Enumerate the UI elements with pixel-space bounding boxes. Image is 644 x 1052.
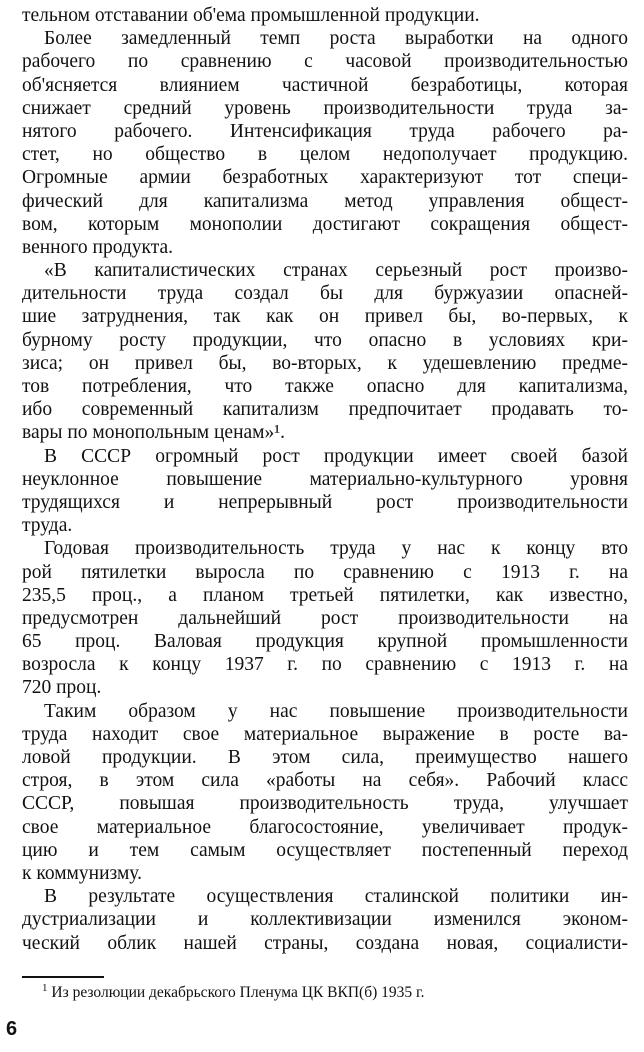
quote-line: тов потребления, что также опасно для капитализма, xyxy=(22,376,628,397)
text-line: фический для капитализма метод управления общест- xyxy=(22,190,628,212)
text-line: СССР, повышая производительность труда, улучшает xyxy=(22,793,628,815)
text-line: 720 проц. xyxy=(22,677,102,699)
text-line: об'ясняется влиянием частичной безработицы, которая xyxy=(22,74,628,96)
footnote-divider xyxy=(22,976,104,978)
text-line: Годовая производительность труда у нас к концу вто xyxy=(44,538,628,560)
page-number: 6 xyxy=(6,1018,18,1040)
footnote xyxy=(42,983,424,1003)
text-line: свое материальное благосостояние, увеличивает продук- xyxy=(22,816,628,838)
quote-line: ибо современный капитализм предпочитает продавать то- xyxy=(22,399,628,421)
text-line: возросла к концу 1937 г. по сравнению с 1913 г. на xyxy=(22,654,628,676)
text-line: ческий облик нашей страны, создана новая, социалисти- xyxy=(22,932,628,954)
text-line: нятого рабочего. Интенсификация труда рабочего ра- xyxy=(22,120,628,142)
quote-line: шие затруднения, так как он привел бы, во-первых, к xyxy=(22,306,628,328)
text-line: трудящихся и непрерывный рост производительности xyxy=(22,491,628,513)
text-line: Более замедленный темп роста выработки на одного xyxy=(44,28,628,50)
body-text xyxy=(22,4,628,955)
footnote-text: Из резолюции декабрьского Пленума ЦК ВКП(б) 1935 г. xyxy=(51,984,425,1001)
quote-line: «В капиталистических странах серьезный рост произво- xyxy=(44,260,628,282)
text-line: 65 проц. Валовая продукция крупной промышленности xyxy=(22,631,628,653)
text-line: венного продукта. xyxy=(22,236,174,258)
text-line: снижает средний уровень производительности труда за- xyxy=(22,97,628,119)
quote-line: бурному росту продукции, что опасно в условиях кри- xyxy=(22,329,628,351)
text-line: В результате осуществления сталинской политики ин- xyxy=(44,886,628,908)
footnote-mark: 1 xyxy=(42,981,48,994)
text-line: В СССР огромный рост продукции имеет своей базой xyxy=(44,445,628,467)
quote-line: дительности труда создал бы для буржуазии опасней- xyxy=(22,283,628,305)
text-line: труда находит свое материальное выражение в росте ва- xyxy=(22,723,628,745)
text-line: 235,5 проц., а планом третьей пятилетки, как известно, xyxy=(22,584,628,606)
text-line: строя, в этом сила «работы на себя». Рабочий класс xyxy=(22,770,628,792)
text-line: стет, но общество в целом недополучает продукцию. xyxy=(22,144,628,166)
text-line: Огромные армии безработных характеризуют тот специ- xyxy=(22,167,628,189)
quote-line: вары по монопольным ценам»¹. xyxy=(22,422,285,444)
text-line: ловой продукции. В этом сила, преимущество нашего xyxy=(22,747,628,768)
text-line: неуклонное повышение материально-культурного уровня xyxy=(22,468,628,490)
text-line: Таким образом у нас повышение производительности xyxy=(44,700,628,722)
quote-line: зиса; он привел бы, во-вторых, к удешевлению предме- xyxy=(22,352,628,374)
text-line: труда. xyxy=(22,515,73,537)
text-line: к коммунизму. xyxy=(22,862,142,884)
text-line: рабочего по сравнению с часовой производительностью xyxy=(22,51,628,73)
text-line: вом, которым монополии достигают сокращения общест- xyxy=(22,213,628,235)
text-line: рой пятилетки выросла по сравнению с 1913 г. на xyxy=(22,561,628,583)
text-line: дустриализации и коллективизации изменился эконом- xyxy=(22,909,628,931)
text-line: тельном отставании об'ема промышленной продукции. xyxy=(22,5,480,26)
text-line: цию и тем самым осуществляет постепенный переход xyxy=(22,839,628,861)
text-line: предусмотрен дальнейший рост производительности на xyxy=(22,607,628,629)
